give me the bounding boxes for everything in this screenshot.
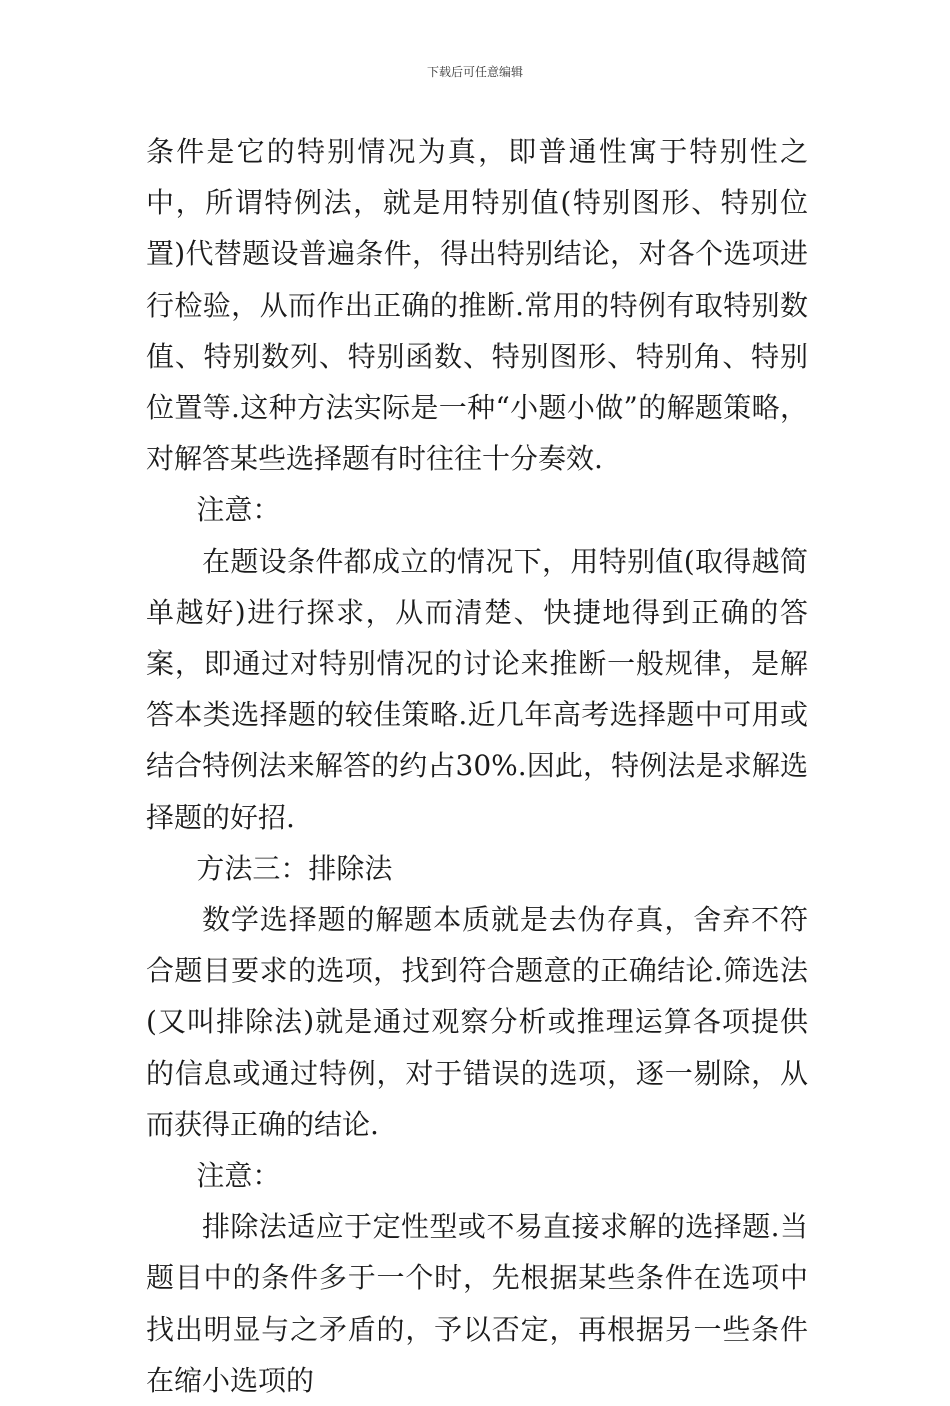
paragraph-elimination-method: 数学选择题的解题本质就是去伪存真，舍弃不符合题目要求的选项，找到符合题意的正确结论.筛选法(又叫排除法)就是通过观察分析或推理运算各项提供的信息或通过特例，对于错误的选项，逐一剔除，从而获得正确的结论.: [146, 903, 808, 1141]
note-label: 注意：: [196, 1159, 281, 1193]
paragraph-note-elimination: 排除法适应于定性型或不易直接求解的选择题.当题目中的条件多于一个时，先根据某些条件在选项中找出明显与之矛盾的，予以否定，再根据另一些条件在缩小选项的: [146, 1210, 808, 1397]
page-header-note: 下载后可任意编辑: [426, 65, 523, 79]
section-heading-method-three: 方法三：排除法: [196, 851, 393, 885]
paragraph-continuation: 条件是它的特别情况为真，即普通性寓于特别性之中，所谓特例法，就是用特别值(特别图形、特别位置)代替题设普遍条件，得出特别结论，对各个选项进行检验，从而作出正确的推断.常用的特例有取特别数值、特别数列、特别函数、特别图形、特别角、特别位置等.这种方法实际是一种“小题小做”的解题策略，对解答某些选择题有时往往十分奏效.: [146, 135, 808, 476]
paragraph-note-special-value: 在题设条件都成立的情况下，用特别值(取得越简单越好)进行探求，从而清楚、快捷地得到正确的答案，即通过对特别情况的讨论来推断一般规律，是解答本类选择题的较佳策略.近几年高考选择题中可用或结合特例法来解答的约占30%.因此，特例法是求解选择题的好招.: [146, 544, 808, 834]
body-text: [146, 126, 808, 1406]
note-label: 注意：: [196, 493, 281, 527]
